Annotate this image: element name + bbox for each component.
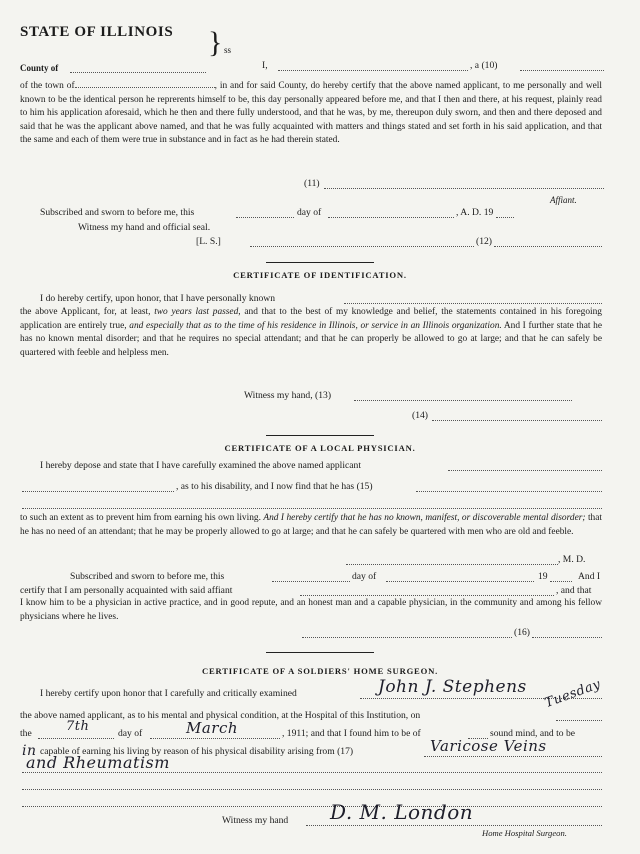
physician-repute: I know him to be a physician in active practice, and in good repute, and an honest man and a capable physician, in the community and among his fellow physicians where he lives.: [20, 598, 602, 622]
surgeon-line2: the above named applicant, as to his mental and physical condition, at the Hospital of this Institution, on: [20, 710, 421, 721]
number-17-blank: [424, 756, 602, 757]
physician-paragraph: to such an extent as to prevent him from earning his own living. And I hereby certify that he has no known, manifest, or discoverable mental disorder; that he has no need of an attendant; that he may be properly allowed to go at large; and that he can safely be quartered with men who are old and feeble.: [20, 513, 602, 537]
physician-subscribed: Subscribed and sworn to before me, this: [70, 571, 225, 582]
county-blank: [70, 72, 206, 73]
physician-day-blank: [272, 581, 350, 582]
identification-witness-blank: [354, 400, 572, 401]
ls-label: [L. S.]: [196, 236, 221, 247]
witness-seal: Witness my hand and official seal.: [78, 222, 211, 233]
surgeon-witness: Witness my hand: [222, 815, 289, 826]
handwritten-weekday: Tuesday: [542, 676, 603, 711]
condition-line-2: [22, 772, 602, 773]
number-16: (16): [514, 627, 530, 638]
number-12: (12): [476, 236, 492, 247]
physician-year-blank: [550, 581, 572, 582]
subscribed-day-of: day of: [297, 207, 322, 218]
condition-line-4: [22, 806, 602, 807]
surgeon-rule: [266, 652, 374, 653]
number-16-tail: [532, 637, 602, 638]
physician-rule: [266, 435, 374, 436]
physician-disability-blank: [22, 491, 174, 492]
physician-line1: I hereby depose and state that I have carefully examined the above named applicant: [40, 460, 361, 471]
physician-certify: certify that I am personally acquainted with said affiant: [20, 585, 233, 596]
identification-rule: [266, 262, 374, 263]
handwritten-in: in: [22, 743, 37, 759]
surgeon-the: the: [20, 728, 32, 739]
state-title: STATE OF ILLINOIS: [20, 24, 174, 40]
number-12-blank: [494, 246, 602, 247]
surgeon-day-of: day of: [118, 728, 143, 739]
surgeon-capable: capable of earning his living by reason of his physical disability arising from (17): [40, 746, 354, 757]
identification-heading: CERTIFICATE OF IDENTIFICATION.: [233, 270, 407, 280]
physician-applicant-blank: [448, 470, 602, 471]
surgeon-title: Home Hospital Surgeon.: [482, 828, 567, 838]
surgeon-signature-blank: [306, 825, 602, 826]
physician-and-i: And I: [578, 571, 601, 582]
condition-line-3: [22, 789, 602, 790]
a-blank: [520, 70, 604, 71]
subscribed-month-blank: [328, 217, 454, 218]
identification-line1: I do hereby certify, upon honor, that I have personally known: [40, 293, 276, 304]
affiant-blank: [324, 188, 604, 189]
physician-extra-blank: [22, 508, 602, 509]
identification-witness: Witness my hand, (13): [244, 390, 332, 401]
physician-nineteen: 19: [538, 571, 548, 582]
bracket-brace: }: [208, 26, 223, 59]
physician-heading: CERTIFICATE OF A LOCAL PHYSICIAN.: [224, 443, 416, 453]
number-14: (14): [412, 410, 428, 421]
physician-affiant-blank: [300, 595, 554, 596]
handwritten-month: March: [186, 719, 239, 737]
handwritten-day: 7th: [66, 719, 90, 734]
surgeon-month-blank: [150, 738, 280, 739]
i-label: I,: [262, 60, 268, 71]
surgeon-year: , 1911; and that I found him to be of: [282, 728, 421, 739]
i-blank: [278, 70, 468, 71]
number-16-blank: [302, 637, 512, 638]
county-label: County of: [20, 63, 59, 73]
affidavit-body: , in and for said County, do hereby certify that the above named applicant, to me personally and well known to be the identical person he reprerents himself to be, this day personally appeared before me, and that I then and there, at his request, plainly read to him his application aforesaid, which he then and there fully understood, and that he was, by me, thereupon duly sworn, and then and there deposed and said that he was the applicant above named, and that he was fully acquainted with matters and things stated and set forth in his said application, and that the same and each of them were true in substance and in fact as he had therein stated.: [20, 81, 602, 146]
town-label: of the town of: [20, 81, 75, 91]
surgeon-heading: CERTIFICATE OF A SOLDIERS' HOME SURGEON.: [201, 666, 439, 676]
subscribed-day-blank: [236, 217, 294, 218]
physician-month-blank: [386, 581, 534, 582]
number-14-blank: [432, 420, 602, 421]
subscribed-text: Subscribed and sworn to before me, this: [40, 207, 195, 218]
surgeon-day-blank: [38, 738, 114, 739]
identification-paragraph: the above Applicant, for, at least, two years last passed, and that to the best of my knowledge and belief, the statements contained in his foregoing application are entirely true, and especially that as to the time of his residence in Illinois, or service in an Illinois organization. And I further state that he has no known mental disorder; and that he requires no special attendant; and that he can properly be allowed to go at large; and that he can safely be quartered with feeble and helpless men.: [20, 307, 603, 358]
physician-day-of: day of: [352, 571, 377, 582]
handwritten-condition-2: and Rheumatism: [26, 753, 170, 772]
identification-known-blank: [344, 303, 602, 304]
surgeon-line1: I hereby certify upon honor that I carefully and critically examined: [40, 688, 297, 699]
handwritten-signature: D. M. London: [330, 800, 474, 824]
affiant-label: Affiant.: [550, 195, 577, 205]
surgeon-date-blank: [556, 720, 602, 721]
physician-md-blank: [346, 564, 558, 565]
physician-line2: , as to his disability, and I now find that he has (15): [176, 481, 373, 492]
handwritten-condition-1: Varicose Veins: [430, 737, 547, 755]
subscribed-ad: , A. D. 19: [456, 207, 494, 218]
affiant-number: (11): [304, 178, 320, 189]
surgeon-sound-mind: sound mind, and to be: [490, 728, 576, 739]
subscribed-year-blank: [496, 217, 514, 218]
handwritten-name: John J. Stephens: [378, 677, 527, 697]
physician-md: , M. D.: [558, 554, 586, 565]
notary-blank: [250, 246, 474, 247]
number-15-blank: [416, 491, 602, 492]
affidavit-paragraph: [20, 80, 602, 148]
a-label: , a (10): [470, 60, 498, 71]
physician-and-that: , and that: [556, 585, 592, 596]
ss-label: ss: [224, 45, 232, 55]
